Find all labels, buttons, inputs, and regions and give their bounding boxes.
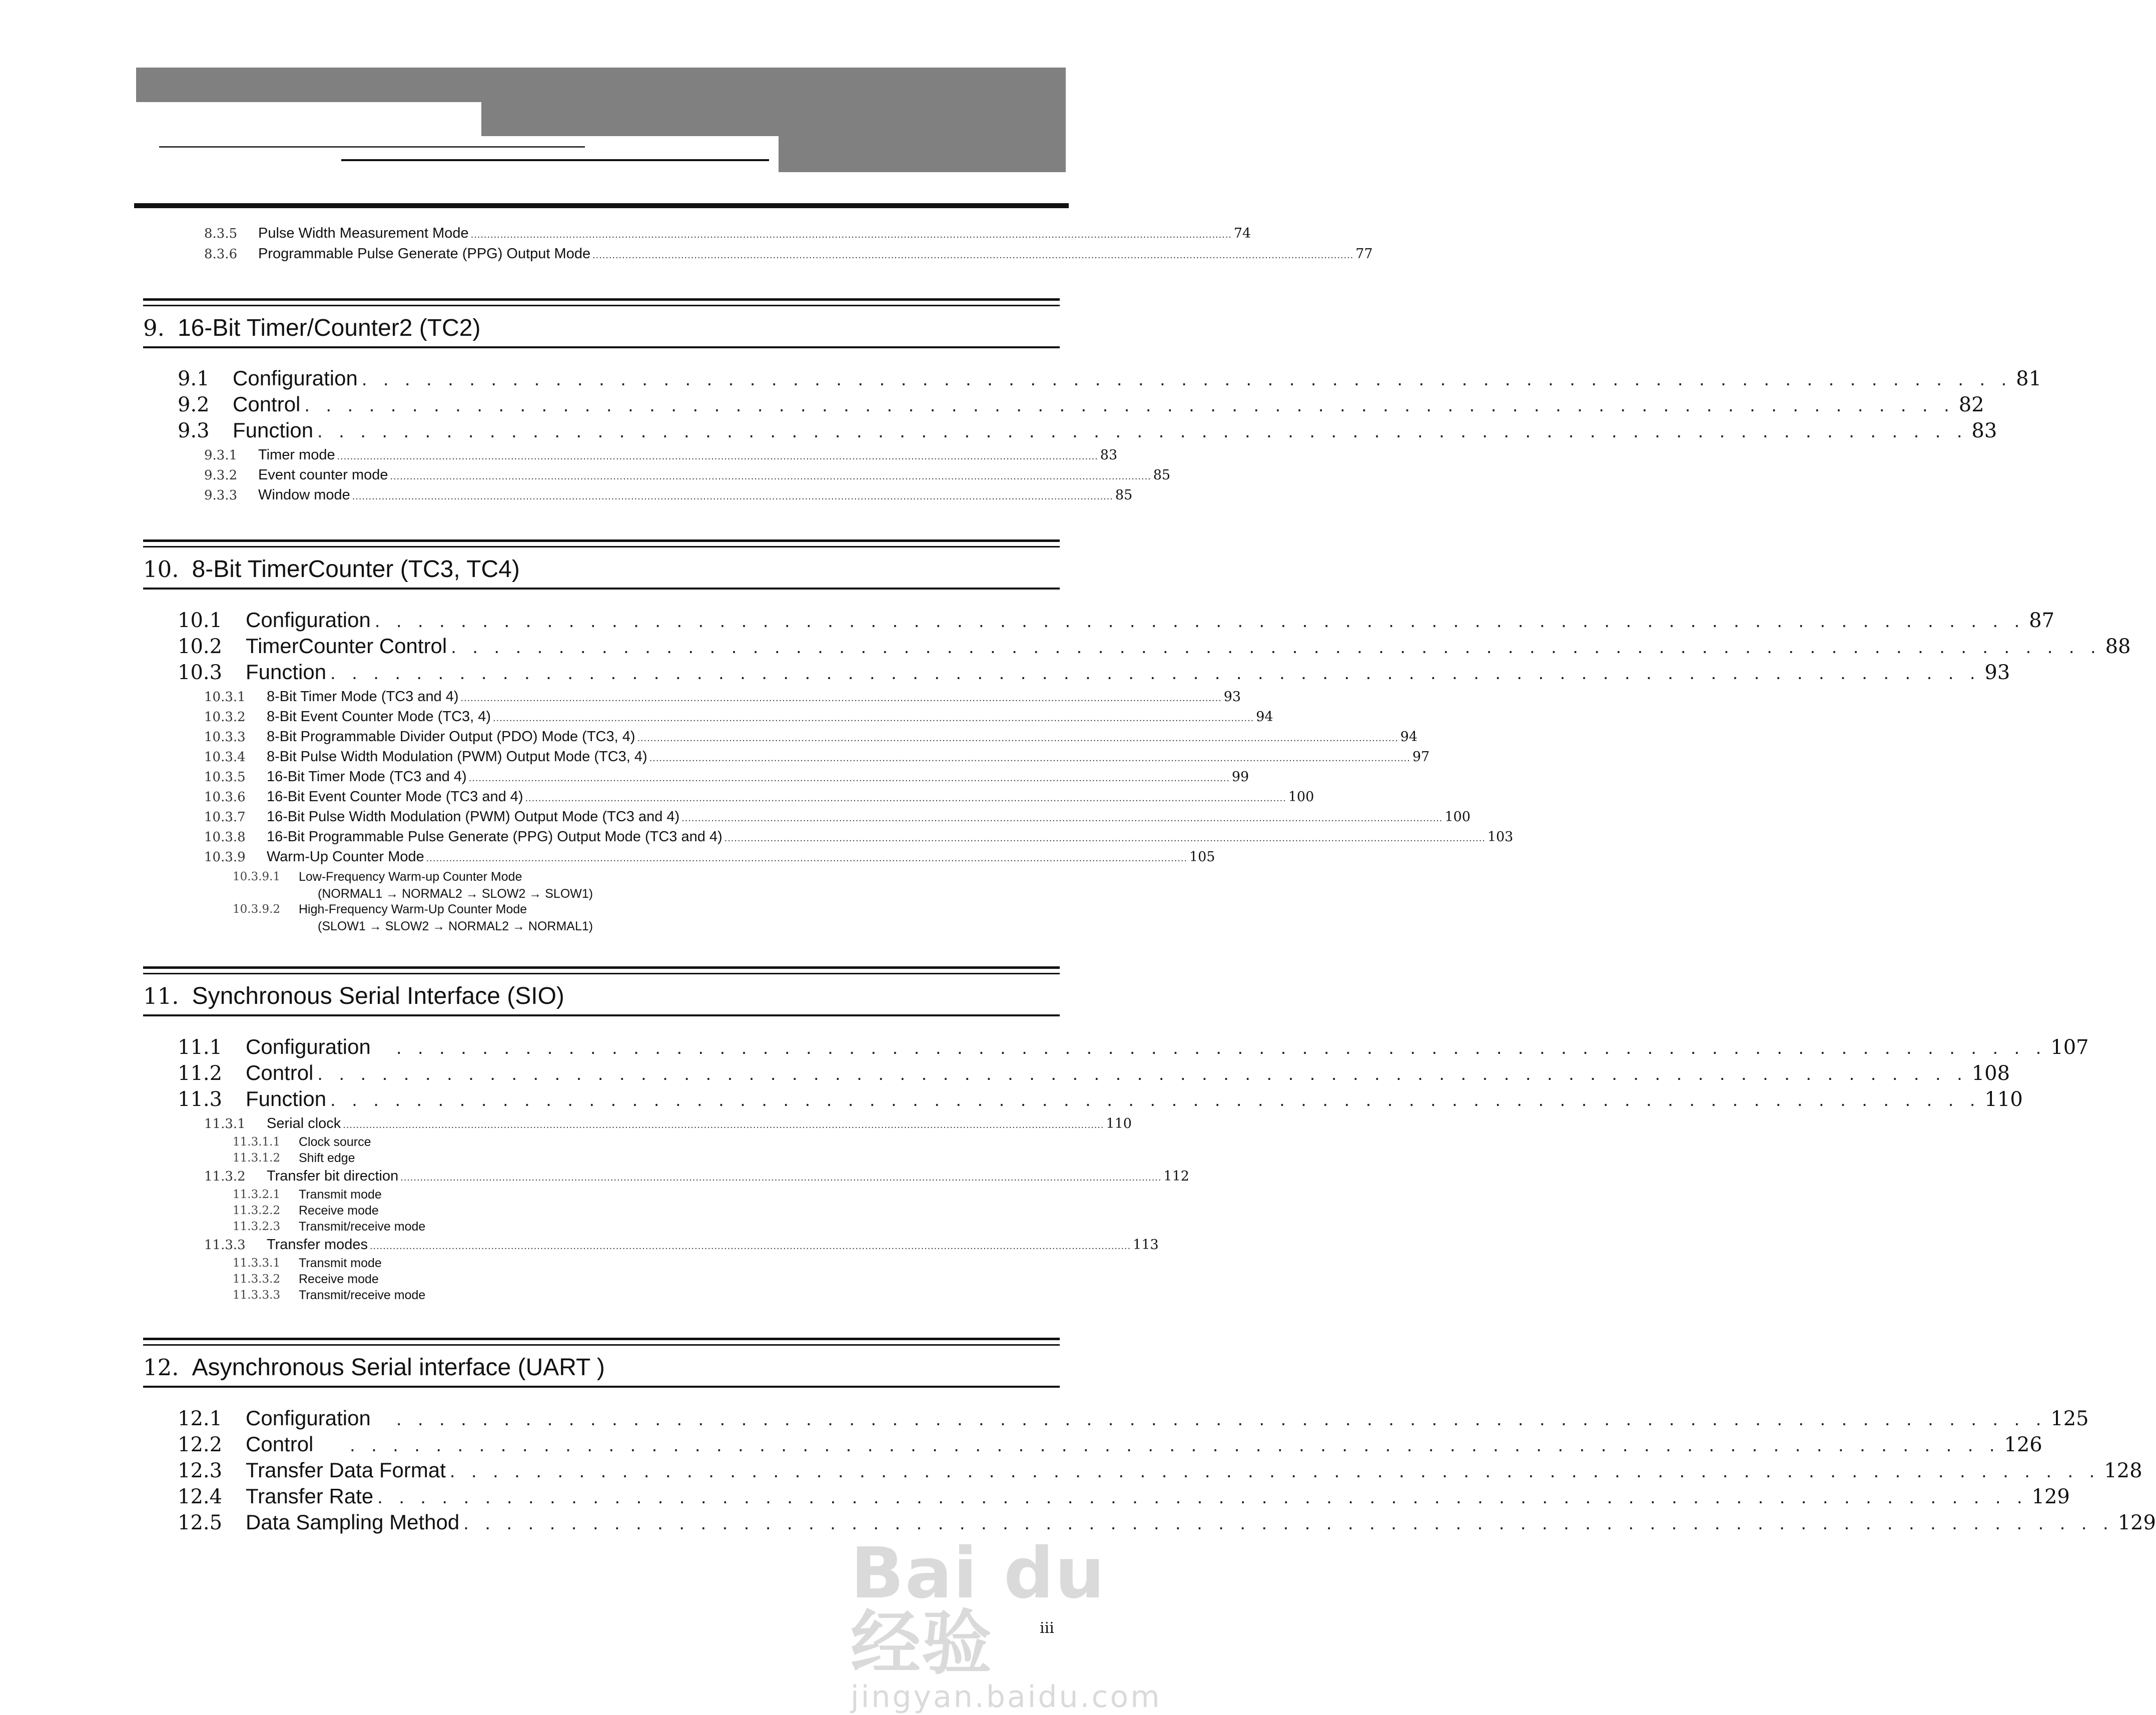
entry-number: 11.3.2: [204, 1169, 246, 1184]
entry-page: 83: [1971, 419, 1997, 442]
toc-entry[interactable]: [204, 465, 1171, 485]
toc-entry[interactable]: [204, 244, 1373, 264]
entry-number: 11.3.1.2: [233, 1152, 281, 1165]
toc-entry[interactable]: [178, 1405, 2089, 1431]
entry-number: 11.3: [178, 1088, 223, 1111]
page-number: iii: [1040, 1619, 1054, 1637]
entry-number: 10.3.5: [204, 770, 246, 785]
toc-entry[interactable]: [178, 1034, 2089, 1060]
entry-title: Control: [233, 392, 301, 416]
entry-title: Configuration: [246, 608, 371, 632]
dot-leader: . . . . . . . . . . . . . . . . . . . . . . . . . . . . . . . . . . . . . . . . . . . . . . . . . . . . . . . . . . . . . . . . . . . . . . . . . . . . .: [330, 663, 1981, 684]
section-number: 9.: [143, 315, 165, 341]
entry-title: Function: [246, 660, 327, 684]
dot-leader: ........................................................................................................................................................................................................................................: [681, 813, 1443, 824]
toc-entry[interactable]: [204, 747, 1430, 767]
toc-entry[interactable]: [178, 1431, 2042, 1457]
watermark: [851, 1533, 1191, 1715]
section-heading[interactable]: [143, 316, 480, 340]
entry-number: 11.1: [178, 1036, 223, 1059]
dot-leader: ........................................................................................................................................................................................................................................: [470, 229, 1232, 240]
entry-number: 11.3.2.1: [233, 1188, 281, 1201]
toc-entry[interactable]: [204, 1113, 1132, 1133]
toc-subentry[interactable]: [233, 1203, 379, 1219]
section-title: 16-Bit Timer/Counter2 (TC2): [177, 315, 481, 341]
dot-leader: ........................................................................................................................................................................................................................................: [525, 793, 1286, 804]
header-line-1: [159, 146, 585, 148]
entry-page: 103: [1487, 829, 1514, 845]
section-underline: [143, 588, 1060, 590]
entry-number: 9.3.1: [204, 448, 238, 463]
entry-title: Window mode: [258, 487, 350, 503]
entry-number: 12.4: [178, 1485, 223, 1508]
toc-entry[interactable]: [204, 767, 1249, 787]
entry-number: 12.3: [178, 1459, 223, 1482]
entry-title: Warm-Up Counter Mode: [267, 849, 424, 865]
dot-leader: . . . . . . . . . . . . . . . . . . . . . . . . . . . . . . . . . . . . . . . . . . . . . . . . . . . . . . . . . . . . . . . . . . . . . . . . . . . . .: [377, 1487, 2028, 1508]
dot-leader: ........................................................................................................................................................................................................................................: [400, 1172, 1162, 1183]
entry-title: Receive mode: [299, 1272, 379, 1286]
entry-title: Transfer modes: [267, 1237, 368, 1253]
entry-title: Function: [233, 418, 314, 442]
section-heading[interactable]: [143, 1356, 605, 1380]
entry-page: 82: [1958, 393, 1984, 416]
entry-title: Data Sampling Method: [246, 1510, 460, 1534]
toc-entry[interactable]: [178, 633, 2131, 659]
entry-title: Receive mode: [299, 1204, 379, 1218]
section-number: 11.: [143, 983, 179, 1009]
toc-subentry[interactable]: [233, 1134, 371, 1150]
entry-title: High-Frequency Warm-Up Counter Mode: [299, 902, 527, 916]
entry-title: 16-Bit Programmable Pulse Generate (PPG) Output Mode (TC3 and 4): [267, 829, 723, 845]
toc-entry[interactable]: [204, 687, 1241, 707]
entry-number: 10.3.3: [204, 730, 246, 745]
toc-entry[interactable]: [178, 1086, 2023, 1112]
section-rule: [143, 305, 1060, 306]
watermark-brand: Bai du 经验: [851, 1533, 1106, 1684]
entry-page: 100: [1288, 789, 1314, 805]
entry-page: 83: [1100, 447, 1118, 463]
toc-entry[interactable]: [178, 1483, 2070, 1509]
entry-page: 87: [2029, 609, 2055, 632]
entry-page: 99: [1231, 769, 1249, 785]
entry-title: Transfer Data Format: [246, 1458, 446, 1482]
dot-leader: ........................................................................................................................................................................................................................................: [493, 713, 1254, 724]
toc-entry[interactable]: [178, 365, 2042, 391]
entry-title: Pulse Width Measurement Mode: [258, 225, 469, 241]
section-rule: [143, 966, 1060, 969]
toc-entry[interactable]: [204, 445, 1118, 465]
section-rule: [143, 1338, 1060, 1340]
toc-entry[interactable]: [204, 1166, 1189, 1186]
entry-title: Control: [246, 1432, 314, 1456]
header-bar-middle: [481, 102, 1066, 136]
entry-title: Low-Frequency Warm-up Counter Mode: [299, 870, 522, 884]
entry-number: 10.3.4: [204, 750, 246, 765]
entry-page: 128: [2104, 1459, 2142, 1482]
header-rule: [134, 203, 1069, 208]
entry-title: Clock source: [299, 1135, 371, 1149]
dot-leader: . . . . . . . . . . . . . . . . . . . . . . . . . . . . . . . . . . . . . . . . . . . . . . . . . . . . . . . . . . . . . . . . . . . . . . . . . . . . .: [374, 611, 2025, 632]
section-underline: [143, 1014, 1060, 1016]
entry-title: 16-Bit Timer Mode (TC3 and 4): [267, 769, 467, 785]
entry-number: 12.1: [178, 1407, 223, 1430]
entry-number: 10.3.2: [204, 710, 246, 725]
toc-subentry[interactable]: [233, 1287, 425, 1303]
toc-entry[interactable]: [204, 1235, 1159, 1255]
dot-leader: . . . . . . . . . . . . . . . . . . . . . . . . . . . . . . . . . . . . . . . . . . . . . . . . . . . . . . . . . . . . . . . . . . . . . . . . . . . . .: [449, 1461, 2100, 1482]
dot-leader: ........................................................................................................................................................................................................................................: [343, 1119, 1104, 1130]
section-heading[interactable]: [143, 984, 564, 1008]
entry-number: 10.1: [178, 609, 223, 632]
entry-number: 12.5: [178, 1511, 223, 1534]
entry-title: Configuration: [233, 366, 358, 390]
entry-number: 11.3.3.2: [233, 1273, 281, 1286]
entry-page: 85: [1115, 487, 1133, 503]
toc-entry[interactable]: [204, 485, 1133, 505]
entry-number: 12.2: [178, 1433, 223, 1456]
toc-subentry[interactable]: [233, 1187, 382, 1203]
section-number: 12.: [143, 1354, 179, 1381]
section-number: 10.: [143, 556, 179, 583]
entry-number: 11.2: [178, 1062, 223, 1085]
entry-number: 9.3.3: [204, 488, 238, 503]
section-underline: [143, 1386, 1060, 1388]
entry-title: Serial clock: [267, 1115, 341, 1131]
dot-leader: ........................................................................................................................................................................................................................................: [352, 491, 1113, 502]
entry-title: Transmit/receive mode: [299, 1288, 426, 1302]
toc-entry[interactable]: [178, 1509, 2156, 1535]
section-rule: [143, 298, 1060, 301]
toc-entry[interactable]: [204, 787, 1314, 807]
header-bar-right: [779, 136, 1066, 172]
toc-entry[interactable]: [178, 607, 2055, 633]
dot-leader: . . . . . . . . . . . . . . . . . . . . . . . . . . . . . . . . . . . . . . . . . . . . . . . . . . . . . . . . . . . . . . . . . . . . . . . . . . . . .: [317, 421, 1968, 442]
entry-page: 100: [1445, 809, 1471, 825]
toc-entry[interactable]: [178, 1457, 2142, 1483]
entry-title: Event counter mode: [258, 467, 388, 483]
entry-title: 16-Bit Event Counter Mode (TC3 and 4): [267, 789, 523, 805]
section-title: 8-Bit TimerCounter (TC3, TC4): [192, 556, 520, 583]
entry-page: 94: [1256, 709, 1273, 725]
header-line-2: [341, 159, 769, 161]
section-title: Synchronous Serial Interface (SIO): [192, 983, 564, 1009]
toc-entry[interactable]: [204, 707, 1273, 727]
toc-entry[interactable]: [178, 391, 1984, 417]
dot-leader: ........................................................................................................................................................................................................................................: [337, 451, 1098, 462]
dot-leader: . . . . . . . . . . . . . . . . . . . . . . . . . . . . . . . . . . . . . . . . . . . . . . . . . . . . . . . . . . . . . . . . . . . . . . . . . . . . .: [330, 1089, 1981, 1110]
toc-subentry[interactable]: [233, 1150, 355, 1166]
toc-entry[interactable]: [204, 727, 1417, 747]
dot-leader: ........................................................................................................................................................................................................................................: [649, 753, 1410, 764]
entry-detail: (SLOW1 → SLOW2 → NORMAL2 → NORMAL1): [318, 919, 593, 933]
entry-title: Programmable Pulse Generate (PPG) Output Mode: [258, 246, 591, 262]
dot-leader: . . . . . . . . . . . . . . . . . . . . . . . . . . . . . . . . . . . . . . . . . . . . . . . . . . . . . . . . . . . . . . . . . . . . . . . . . . . . .: [317, 1435, 2000, 1456]
entry-page: 77: [1355, 246, 1373, 262]
entry-title: Transmit mode: [299, 1188, 382, 1202]
entry-number: 10.2: [178, 635, 223, 658]
toc-subentry[interactable]: [233, 1255, 382, 1271]
dot-leader: . . . . . . . . . . . . . . . . . . . . . . . . . . . . . . . . . . . . . . . . . . . . . . . . . . . . . . . . . . . . . . . . . . . . . . . . . . . . .: [463, 1513, 2114, 1534]
entry-title: Configuration: [246, 1035, 371, 1058]
dot-leader: ........................................................................................................................................................................................................................................: [637, 733, 1398, 744]
header-bar-top: [136, 68, 1066, 102]
toc-subentry[interactable]: [233, 869, 522, 885]
entry-title: 8-Bit Timer Mode (TC3 and 4): [267, 689, 459, 705]
entry-page: 105: [1189, 849, 1215, 865]
dot-leader: . . . . . . . . . . . . . . . . . . . . . . . . . . . . . . . . . . . . . . . . . . . . . . . . . . . . . . . . . . . . . . . . . . . . . . . . . . . . .: [304, 395, 1955, 416]
entry-page: 93: [1223, 689, 1241, 705]
section-title: Asynchronous Serial interface (UART ): [192, 1354, 605, 1381]
section-underline: [143, 346, 1060, 348]
dot-leader: ........................................................................................................................................................................................................................................: [426, 853, 1187, 864]
entry-number: 10.3.9.2: [233, 903, 281, 916]
entry-number: 8.3.5: [204, 226, 238, 241]
entry-page: 126: [2004, 1433, 2042, 1456]
toc-entry[interactable]: [204, 847, 1215, 867]
dot-leader: . . . . . . . . . . . . . . . . . . . . . . . . . . . . . . . . . . . . . . . . . . . . . . . . . . . . . . . . . . . . . . . . . . . . . . . . . . . . .: [361, 369, 2012, 390]
entry-number: 10.3.8: [204, 830, 246, 845]
dot-leader: ........................................................................................................................................................................................................................................: [468, 773, 1230, 784]
watermark-url: jingyan.baidu.com: [851, 1679, 1162, 1714]
entry-title: 8-Bit Pulse Width Modulation (PWM) Output Mode (TC3, 4): [267, 749, 647, 765]
toc-entry[interactable]: [204, 223, 1251, 243]
entry-page: 88: [2105, 635, 2131, 658]
entry-number: 8.3.6: [204, 247, 238, 262]
toc-entry[interactable]: [204, 827, 1514, 847]
toc-entry[interactable]: [178, 659, 2010, 685]
entry-number: 10.3.9.1: [233, 870, 281, 883]
entry-page: 125: [2050, 1407, 2089, 1430]
entry-page: 110: [1984, 1088, 2023, 1111]
entry-title: Shift edge: [299, 1151, 355, 1165]
entry-page: 94: [1400, 729, 1417, 745]
dot-leader: . . . . . . . . . . . . . . . . . . . . . . . . . . . . . . . . . . . . . . . . . . . . . . . . . . . . . . . . . . . . . . . . . . . . . . . . . . . . .: [451, 637, 2101, 658]
section-rule: [143, 546, 1060, 547]
entry-page: 107: [2050, 1036, 2089, 1059]
entry-page: 129: [2117, 1511, 2156, 1534]
entry-page: 85: [1153, 467, 1171, 483]
entry-detail: (NORMAL1 → NORMAL2 → SLOW2 → SLOW1): [318, 887, 593, 901]
entry-title: Control: [246, 1061, 314, 1084]
entry-number: 10.3.6: [204, 790, 246, 805]
section-heading[interactable]: [143, 557, 520, 582]
toc-entry[interactable]: [178, 417, 1997, 443]
entry-title: Timer mode: [258, 447, 335, 463]
entry-number: 11.3.1: [204, 1116, 246, 1131]
entry-number: 9.3.2: [204, 468, 238, 483]
entry-number: 9.2: [178, 393, 210, 416]
entry-title: Configuration: [246, 1406, 371, 1430]
dot-leader: ........................................................................................................................................................................................................................................: [390, 471, 1151, 482]
entry-title: TimerCounter Control: [246, 634, 447, 658]
section-rule: [143, 1344, 1060, 1346]
dot-leader: ........................................................................................................................................................................................................................................: [592, 250, 1354, 261]
entry-page: 97: [1412, 749, 1430, 765]
entry-number: 9.1: [178, 367, 210, 390]
entry-title: 16-Bit Pulse Width Modulation (PWM) Output Mode (TC3 and 4): [267, 809, 680, 825]
entry-title: 8-Bit Event Counter Mode (TC3, 4): [267, 709, 491, 725]
entry-number: 11.3.2.3: [233, 1220, 281, 1233]
entry-number: 10.3.7: [204, 810, 246, 825]
dot-leader: ........................................................................................................................................................................................................................................: [724, 833, 1486, 844]
entry-number: 11.3.3.3: [233, 1289, 281, 1302]
entry-number: 10.3: [178, 661, 223, 684]
toc-entry[interactable]: [204, 807, 1471, 827]
dot-leader: ........................................................................................................................................................................................................................................: [460, 693, 1222, 704]
entry-number: 10.3.9: [204, 850, 246, 865]
entry-page: 74: [1233, 226, 1251, 241]
entry-page: 81: [2016, 367, 2042, 390]
entry-page: 93: [1984, 661, 2010, 684]
entry-title: Transmit mode: [299, 1256, 382, 1270]
entry-number: 10.3.1: [204, 690, 246, 705]
entry-title: Transfer Rate: [246, 1484, 374, 1508]
entry-number: 9.3: [178, 419, 210, 442]
toc-subentry[interactable]: [233, 1271, 379, 1287]
entry-number: 11.3.3: [204, 1238, 246, 1253]
dot-leader: ........................................................................................................................................................................................................................................: [370, 1241, 1131, 1252]
entry-number: 11.3.2.2: [233, 1204, 281, 1217]
entry-page: 110: [1106, 1116, 1132, 1131]
dot-leader: . . . . . . . . . . . . . . . . . . . . . . . . . . . . . . . . . . . . . . . . . . . . . . . . . . . . . . . . . . . . . . . . . . . . . . . . . . . . .: [374, 1037, 2047, 1058]
entry-title: Transmit/receive mode: [299, 1220, 426, 1234]
dot-leader: . . . . . . . . . . . . . . . . . . . . . . . . . . . . . . . . . . . . . . . . . . . . . . . . . . . . . . . . . . . . . . . . . . . . . . . . . . . . .: [374, 1409, 2047, 1430]
entry-number: 11.3.1.1: [233, 1135, 281, 1149]
entry-page: 112: [1163, 1169, 1189, 1184]
entry-number: 11.3.3.1: [233, 1257, 281, 1270]
section-rule: [143, 539, 1060, 542]
toc-subentry[interactable]: [233, 1219, 425, 1235]
entry-page: 113: [1133, 1237, 1159, 1253]
toc-subentry[interactable]: [233, 901, 527, 917]
entry-title: 8-Bit Programmable Divider Output (PDO) Mode (TC3, 4): [267, 729, 635, 745]
section-rule: [143, 973, 1060, 974]
entry-title: Transfer bit direction: [267, 1168, 399, 1184]
dot-leader: . . . . . . . . . . . . . . . . . . . . . . . . . . . . . . . . . . . . . . . . . . . . . . . . . . . . . . . . . . . . . . . . . . . . . . . . . . . . .: [317, 1063, 1968, 1084]
toc-entry[interactable]: [178, 1060, 2010, 1086]
entry-page: 129: [2031, 1485, 2070, 1508]
entry-page: 108: [1971, 1062, 2010, 1085]
entry-title: Function: [246, 1087, 327, 1110]
